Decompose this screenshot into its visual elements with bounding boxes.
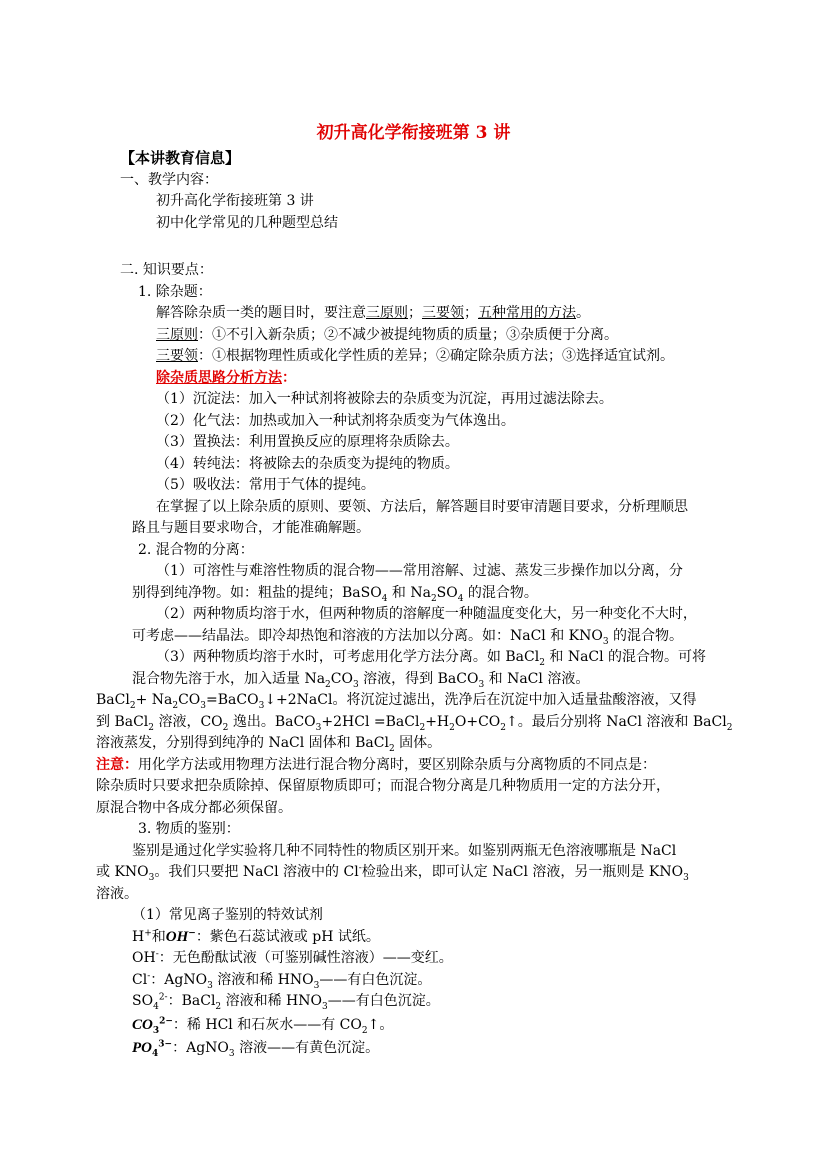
knowledge-block [96, 260, 733, 1060]
reagent-row: $SO_4^{2-}$：BaCl$_2$ 溶液和稀 $HNO_3——$有白色沉淀。 [132, 992, 440, 1012]
s1-heading: 1. 除杂题： [138, 283, 212, 300]
document-title: 初升高化学衔接班第 3 讲 [316, 123, 511, 143]
s1-method-heading: 除杂质思路分析方法： [156, 369, 296, 386]
method-item: （2）化气法：加热或加入一种试剂将杂质变为气体逸出。 [156, 412, 515, 429]
s1-keys: 三要领：①根据物理性质或化学性质的差异；②确定除杂质方法；③选择适宜试剂。 [156, 348, 674, 364]
reagent-row: Cl-：AgNO$_3$ 溶液和稀 $HNO_3——$有白色沉淀。 [132, 970, 432, 991]
s2-equation: 到 BaCl$_2$ 溶液，$CO_2$ 逸出。BaCO$_3$+2HCl $=BaCl_2+H_2O+CO_2↑$。最后分别将 NaCl 溶液和 BaCl$_2$ [96, 713, 733, 733]
s3-p1: 鉴别是通过化学实验将几种不同特性的物质区别开来。如鉴别两瓶无色溶液哪瓶是 NaCl [132, 842, 677, 859]
method-item: （1）沉淀法：加入一种试剂将被除去的杂质变为沉淀，再用过滤法除去。 [156, 391, 613, 407]
intro-block [120, 148, 710, 234]
s1-summary: 路且与题目要求吻合，才能准确解题。 [132, 520, 370, 536]
part1-line: 初中化学常见的几种题型总结 [156, 214, 338, 231]
s3-p2: 或 $KNO_3$。我们只要把 NaCl 溶液中的 Cl-检验出来，即可认定 NaCl 溶液，另一瓶则是 $KNO_3$ [96, 863, 689, 883]
s2-p3: 混合物先溶于水，加入适量 $Na_2CO_3$ 溶液，得到 BaCO$_3$ 和 NaCl 溶液。 [132, 670, 590, 690]
method-item: （5）吸收法：常用于气体的提纯。 [156, 477, 375, 493]
section-header: 【本讲教育信息】 [120, 149, 241, 167]
s1-summary: 在掌握了以上除杂质的原则、要领、方法后，解答题目时要审清题目要求，分析理顺思 [156, 498, 688, 515]
s2-p1: （1）可溶性与难溶性物质的混合物——常用溶解、过滤、蒸发三步操作加以分离，分 [156, 563, 683, 579]
part1-line: 初升高化学衔接班第 3 讲 [156, 193, 314, 209]
s3-sub-heading: （1）常见离子鉴别的特效试剂 [132, 907, 323, 923]
part1-heading: 一、教学内容： [120, 171, 218, 188]
method-item: （4）转纯法：将被除去的杂质变为提纯的物质。 [156, 455, 459, 472]
s2-p3: （3）两种物质均溶于水时，可考虑用化学方法分离。如 BaCl$_2$ 和 NaCl 的混合物。可将 [156, 649, 707, 668]
s2-p1: 别得到纯净物。如：粗盐的提纯；BaSO$_4$ 和 $Na_2SO_4$ 的混合物。 [132, 584, 538, 604]
s2-equation: BaCl$_2$+ $Na_2CO_3=BaCO_3↓+2NaCl$。将沉淀过滤出，洗净后在沉淀中加入适量盐酸溶液，又得 [96, 692, 697, 711]
s2-p2: （2）两种物质均溶于水，但两种物质的溶解度一种随温度变化大，另一种变化不大时， [156, 606, 697, 622]
s3-heading: 3. 物质的鉴别： [138, 821, 240, 837]
method-item: （3）置换法：利用置换反应的原理将杂质除去。 [156, 434, 459, 450]
s3-p3: 溶液。 [96, 885, 138, 902]
reagent-row: OH-：无色酚酞试液（可鉴别碱性溶液）——变红。 [132, 949, 453, 966]
reagent-row: H+和OH−：紫色石蕊试液或 pH 试纸。 [132, 927, 380, 945]
s2-heading: 2. 混合物的分离： [138, 541, 254, 558]
reagent-row: $PO_4^{3-}$：AgNO$_3$ 溶液——有黄色沉淀。 [132, 1039, 380, 1059]
note-line: 除杂质时只要求把杂质除掉、保留原物质即可；而混合物分离是几种物质用一定的方法分开， [96, 778, 670, 794]
s1-rules: 三原则：①不引入新杂质；②不减少被提纯物质的质量；③杂质便于分离。 [156, 326, 618, 343]
reagent-row: $CO_3^{2-}$：稀 HCl 和石灰水——有 $CO_2↑$。 [132, 1015, 394, 1036]
s2-equation: 溶液蒸发，分别得到纯净的 NaCl 固体和 BaCl$_2$ 固体。 [96, 735, 442, 754]
s2-p2: 可考虑——结晶法。即冷却热饱和溶液的方法加以分离。如：NaCl 和 $KNO_3$ 的混合物。 [132, 627, 684, 647]
note-line: 原混合物中各成分都必须保留。 [96, 799, 292, 816]
s1-intro: 解答除杂质一类的题目时，要注意三原则；三要领；五种常用的方法。 [156, 305, 590, 321]
part2-heading: 二. 知识要点： [120, 262, 213, 278]
note-line: 注意：用化学方法或用物理方法进行混合物分离时，要区别除杂质与分离物质的不同点是： [96, 756, 656, 773]
